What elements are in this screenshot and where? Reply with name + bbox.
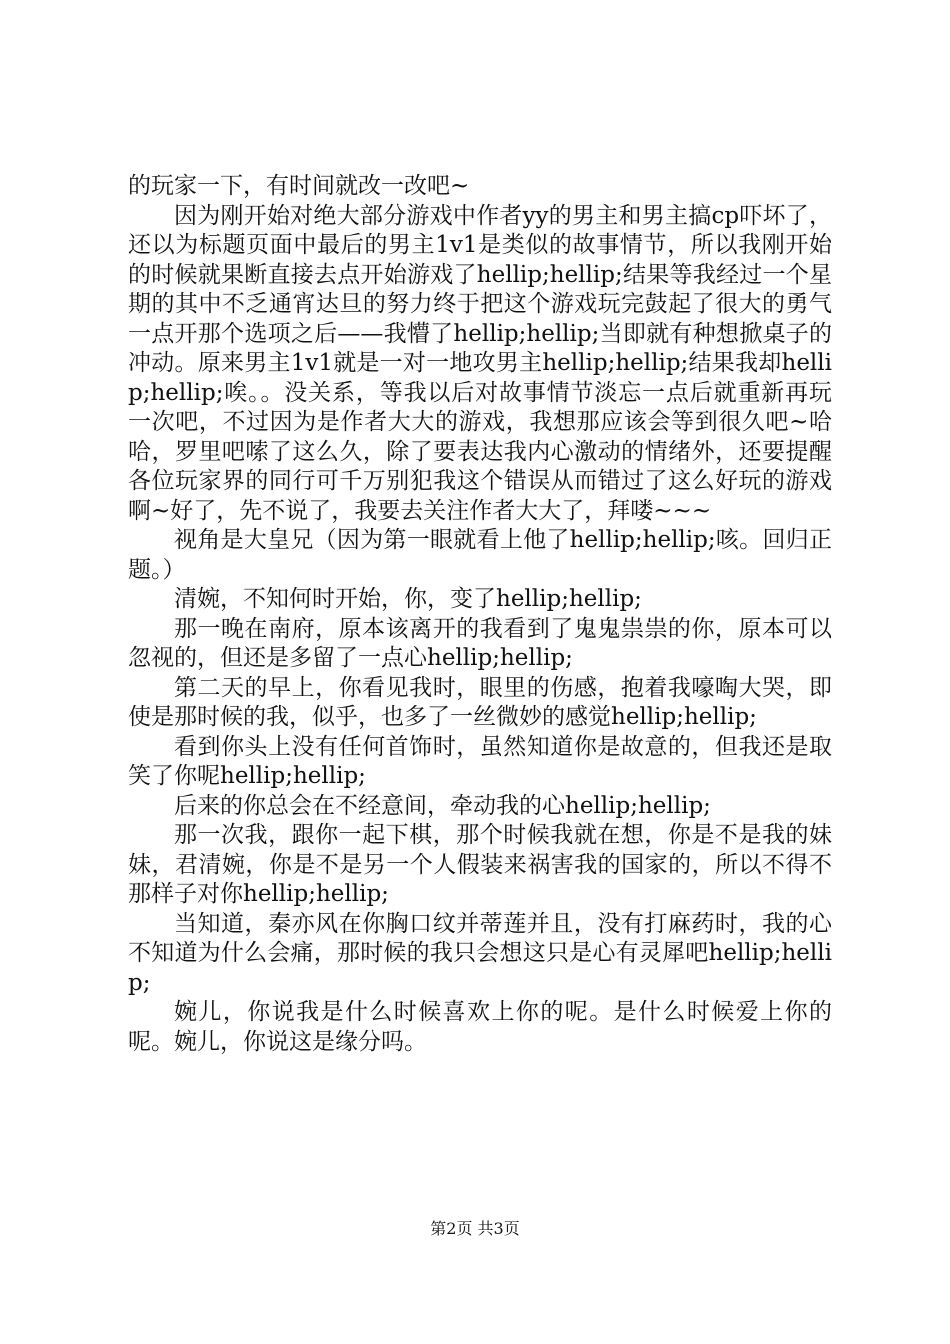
paragraph: 那一晚在南府，原本该离开的我看到了鬼鬼祟祟的你，原本可以忽视的，但还是多留了一点心hellip;hellip; <box>128 615 832 671</box>
paragraph: 那一次我，跟你一起下棋，那个时候我就在想，你是不是我的妹妹，君清婉，你是不是另一个人假装来祸害我的国家的，所以不得不那样子对你hellip;hellip; <box>128 822 832 907</box>
paragraph: 当知道，秦亦风在你胸口纹并蒂莲并且，没有打麻药时，我的心不知道为什么会痛，那时候的我只会想这只是心有灵犀吧hellip;hellip; <box>128 910 832 996</box>
paragraph: 婉儿，你说我是什么时候喜欢上你的呢。是什么时候爱上你的呢。婉儿，你说这是缘分吗。 <box>128 999 832 1055</box>
paragraph: 的玩家一下，有时间就改一改吧~ <box>128 173 470 199</box>
page-number-footer: 第2页 共3页 <box>430 1219 520 1238</box>
paragraph: 清婉，不知何时开始，你，变了hellip;hellip; <box>174 586 642 612</box>
paragraph: 因为刚开始对绝大部分游戏中作者yy的男主和男主搞cp吓坏了，还以为标题页面中最后的男主1v1是类似的故事情节，所以我刚开始的时候就果断直接去点开始游戏了hellip;hellip;结果等我经过一个星期的其中不乏通宵达旦的努力终于把这个游戏玩完鼓起了很大的勇气一点开那个选项之后——我懵了hellip;hellip;当即就有种想掀桌子的冲动。原来男主1v1就是一对一地攻男主hellip;hellip;结果我却hellip;hellip;唉。。没关系，等我以后对故事情节淡忘一点后就重新再玩一次吧，不过因为是作者大大的游戏，我想那应该会等到很久吧~哈哈，罗里吧嗦了这么久，除了要表达我内心激动的情绪外，还要提醒各位玩家界的同行可千万别犯我这个错误从而错过了这么好玩的游戏啊~好了，先不说了，我要去关注作者大大了，拜喽~~~ <box>128 202 832 524</box>
paragraph: 视角是大皇兄（因为第一眼就看上他了hellip;hellip;咳。回归正题。） <box>128 527 832 583</box>
paragraph: 后来的你总会在不经意间，牵动我的心hellip;hellip; <box>174 792 711 819</box>
paragraph: 看到你头上没有任何首饰时，虽然知道你是故意的，但我还是取笑了你呢hellip;hellip; <box>128 733 832 789</box>
paragraph: 第二天的早上，你看见我时，眼里的伤感，抱着我嚎啕大哭，即使是那时候的我，似乎，也多了一丝微妙的感觉hellip;hellip; <box>128 674 832 730</box>
document-body <box>128 172 832 1057</box>
